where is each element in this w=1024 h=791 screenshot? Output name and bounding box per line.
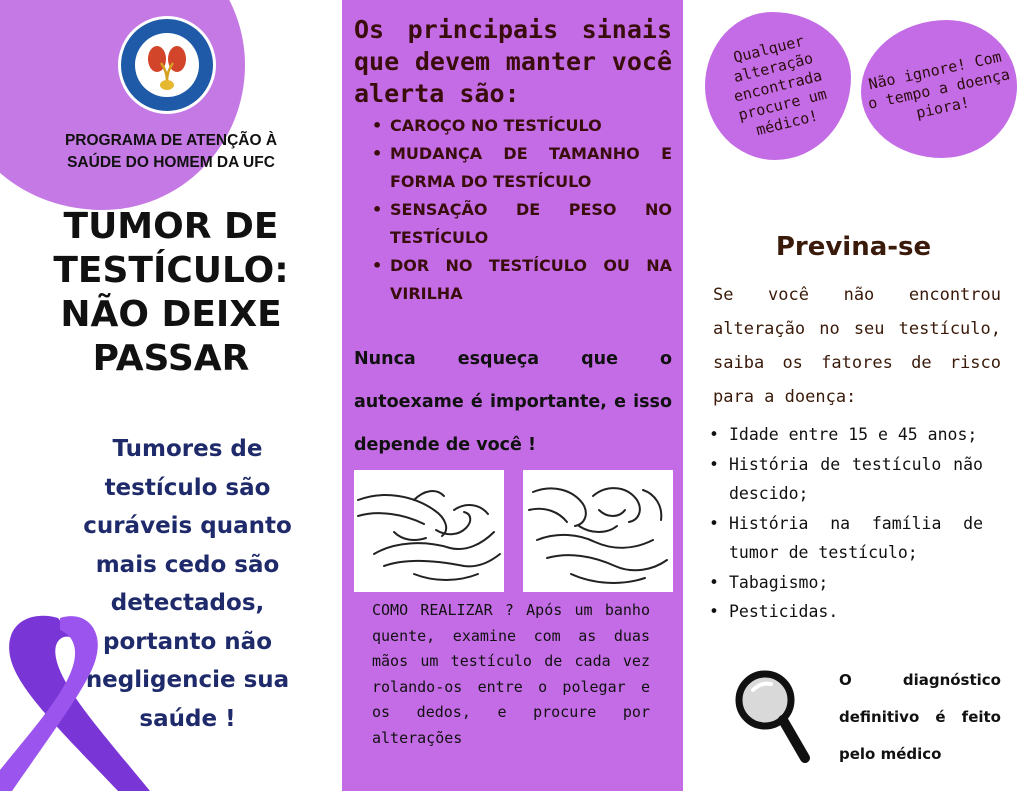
- magnifying-glass-icon: [733, 668, 811, 768]
- callout-text: Qualquer alteração encontrada procure um médico!: [731, 31, 829, 139]
- list-item: • Idade entre 15 e 45 anos;: [707, 420, 983, 450]
- list-item: • História na família de tumor de testículo;: [707, 509, 983, 568]
- list-item: • CAROÇO NO TESTÍCULO: [372, 112, 672, 140]
- logo-center: [135, 33, 199, 97]
- prevent-text: Se você não encontrou alteração no seu testículo, saiba os fatores de risco para a doença:: [713, 285, 1001, 407]
- list-item: • SENSAÇÃO DE PESO NO TESTÍCULO: [372, 196, 672, 252]
- signs-title: Os principais sinais que devem manter você alerta são:: [354, 15, 672, 108]
- callout-text: Não ignore! Com o tempo a doença piora!: [866, 47, 1012, 122]
- kidney-icon: [135, 33, 199, 97]
- list-item: • DOR NO TESTÍCULO OU NA VIRILHA: [372, 252, 672, 308]
- self-exam-hands-illustration-2: [523, 470, 673, 592]
- prevent-title: Previna-se: [775, 232, 932, 262]
- right-panel: [683, 0, 1024, 791]
- decorative-purple-blob: [0, 0, 245, 210]
- middle-panel: [342, 0, 683, 791]
- warning-signs-list: [372, 112, 672, 308]
- awareness-ribbon-icon: [0, 610, 160, 791]
- callout-blob-doctor: [705, 12, 851, 160]
- diagnosis-note: O diagnóstico definitivo é feito pelo médico: [839, 671, 1001, 763]
- organization-name: PROGRAMA DE ATENÇÃO À SAÚDE DO HOMEM DA UFC: [64, 132, 278, 171]
- list-item: • Tabagismo;: [707, 568, 983, 598]
- self-exam-hands-illustration-1: [354, 470, 504, 592]
- how-to-instructions: COMO REALIZAR ? Após um banho quente, examine com as duas mãos um testículo de cada vez rolando-os entre o polegar e os dedos, e procure por alterações: [372, 601, 650, 747]
- callout-blob-dont-ignore: [861, 20, 1017, 158]
- page-title: TUMOR DE TESTÍCULO: NÃO DEIXE PASSAR: [53, 206, 289, 379]
- list-item: • MUDANÇA DE TAMANHO E FORMA DO TESTÍCULO: [372, 140, 672, 196]
- list-item: • História de testículo não descido;: [707, 450, 983, 509]
- curable-message: Tumores de testículo são curáveis quanto mais cedo são detectados, portanto não negligencie sua saúde !: [83, 436, 292, 732]
- program-logo: [118, 16, 216, 114]
- self-exam-reminder: Nunca esqueça que o autoexame é importante, e isso depende de você !: [354, 349, 672, 455]
- left-panel: [0, 0, 342, 791]
- list-item: • Pesticidas.: [707, 597, 983, 627]
- risk-factors-list: [707, 420, 983, 627]
